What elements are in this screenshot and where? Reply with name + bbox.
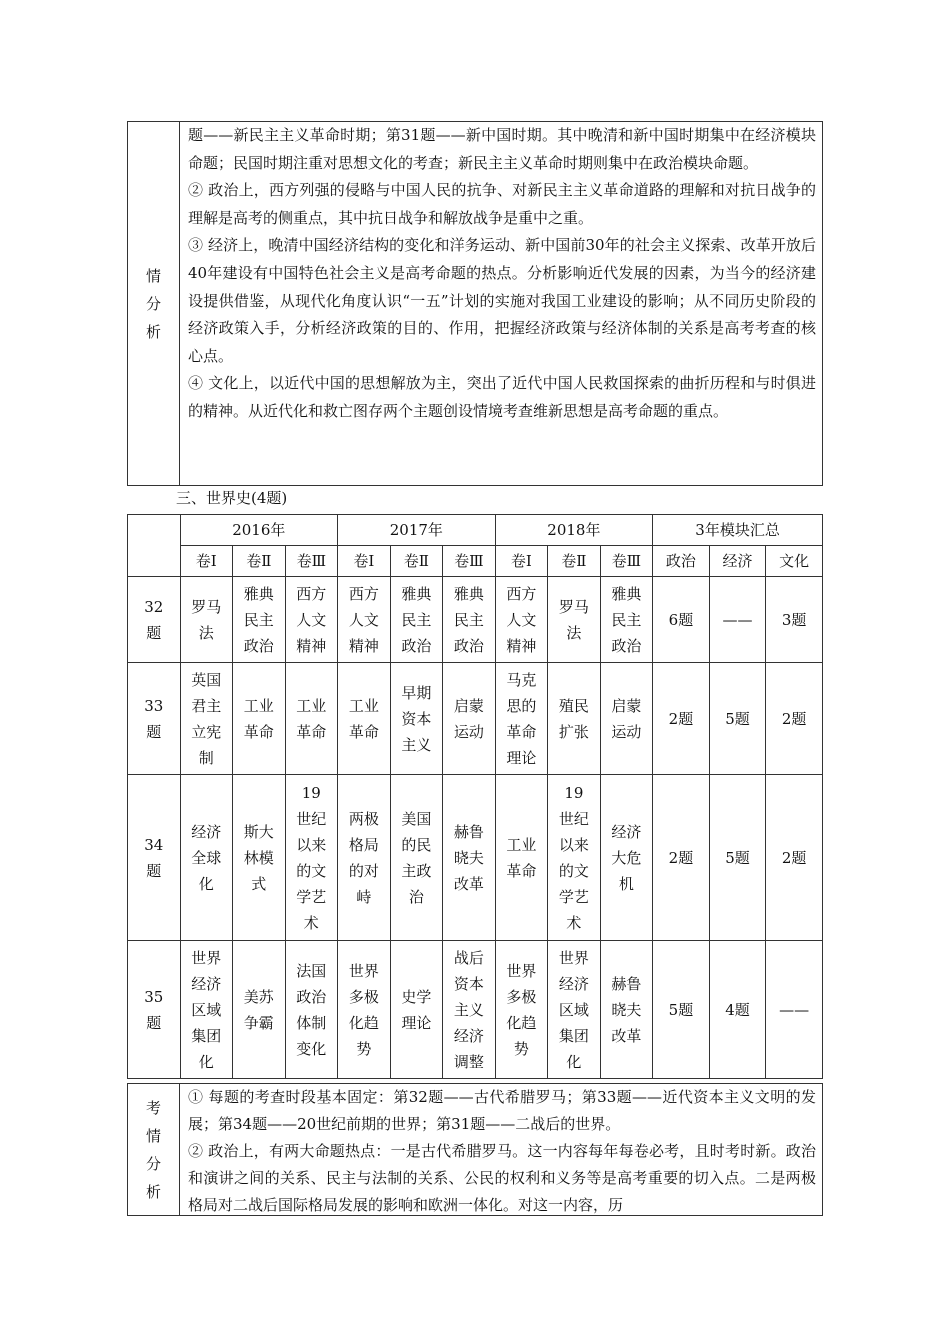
volume-header: 卷Ⅰ xyxy=(495,546,548,577)
topic-text-line: 理论 xyxy=(506,748,537,767)
volume-header: 卷Ⅲ xyxy=(285,546,338,577)
topic-cell xyxy=(390,941,443,1079)
topic-cell xyxy=(600,663,653,775)
topic-cell xyxy=(443,775,496,941)
topic-cell xyxy=(338,775,391,941)
topic-cell xyxy=(390,577,443,663)
topic-cell xyxy=(548,577,601,663)
topic-text xyxy=(601,581,653,659)
topic-text xyxy=(443,819,495,897)
row-label-part: 33 xyxy=(144,696,164,715)
topic-text-line: 民主 xyxy=(243,610,274,629)
table-row xyxy=(128,577,823,663)
summary-count: 5题 xyxy=(709,775,766,941)
topic-text xyxy=(391,984,443,1036)
topic-text xyxy=(181,945,233,1075)
row-label xyxy=(128,941,181,1079)
header-row-years xyxy=(128,515,823,546)
summary-count: 2题 xyxy=(653,775,710,941)
topic-text-line: 法国 xyxy=(296,961,327,980)
module-header: 经济 xyxy=(709,546,766,577)
topic-text-line: 人文 xyxy=(348,610,379,629)
analysis-paragraph: 题——新民主主义革命时期；第31题——新中国时期。其中晚清和新中国时期集中在经济模块命题；民国时期注重对思想文化的考查；新民主主义革命时期则集中在政治模块命题。 xyxy=(188,126,816,172)
topic-cell xyxy=(548,663,601,775)
topic-text xyxy=(391,680,443,758)
row-label-part: 35 xyxy=(144,987,164,1006)
topic-text xyxy=(496,832,548,884)
topic-cell xyxy=(390,663,443,775)
topic-text-line: 人文 xyxy=(506,610,537,629)
topic-text-line: 世纪 xyxy=(296,809,327,828)
corner-cell xyxy=(128,515,181,577)
topic-text-line: 集团 xyxy=(558,1026,589,1045)
topic-cell xyxy=(443,663,496,775)
topic-text-line: 的文 xyxy=(296,861,327,880)
volume-header: 卷Ⅰ xyxy=(338,546,391,577)
row-label xyxy=(128,577,181,663)
topic-text-line: 制 xyxy=(198,748,214,767)
topic-text-line: 体制 xyxy=(296,1013,327,1032)
topic-text xyxy=(233,693,285,745)
topic-cell xyxy=(338,577,391,663)
topic-text-line: 雅典 xyxy=(453,584,484,603)
row-label-part: 题 xyxy=(146,623,162,642)
topic-text-line: 运动 xyxy=(453,722,484,741)
row-label-part: 题 xyxy=(146,1013,162,1032)
topic-text xyxy=(443,693,495,745)
topic-text-line: 马克 xyxy=(506,670,537,689)
topic-text-line: 工业 xyxy=(296,696,327,715)
table-row xyxy=(128,775,823,941)
topic-text-line: 美国 xyxy=(401,809,432,828)
topic-text-line: 精神 xyxy=(296,636,327,655)
topic-text-line: 主义 xyxy=(401,735,432,754)
side-label-char: 析 xyxy=(145,1182,161,1201)
topic-text-line: 学艺 xyxy=(296,887,327,906)
topic-text-line: 政治 xyxy=(401,636,432,655)
topic-cell xyxy=(233,663,286,775)
topic-text-line: 峙 xyxy=(356,887,372,906)
table-row xyxy=(128,941,823,1079)
topic-cell xyxy=(443,577,496,663)
topic-text xyxy=(548,780,600,936)
volume-header: 卷Ⅱ xyxy=(233,546,286,577)
topic-text xyxy=(286,581,338,659)
topic-text-line: 的对 xyxy=(348,861,379,880)
topic-text-line: 启蒙 xyxy=(611,696,642,715)
summary-count: 2题 xyxy=(766,775,823,941)
topic-cell xyxy=(548,775,601,941)
summary-count: 3题 xyxy=(766,577,823,663)
topic-text-line: 晓夫 xyxy=(611,1000,642,1019)
topic-text-line: 化 xyxy=(198,1052,214,1071)
topic-text xyxy=(338,581,390,659)
topic-text-line: 资本 xyxy=(453,974,484,993)
topic-text-line: 多极 xyxy=(506,987,537,1006)
topic-text-line: 变化 xyxy=(296,1039,327,1058)
summary-count: 2题 xyxy=(766,663,823,775)
topic-text-line: 罗马 xyxy=(558,597,589,616)
topic-text-line: 经济 xyxy=(611,822,642,841)
topic-text-line: 罗马 xyxy=(191,597,222,616)
topic-text xyxy=(391,806,443,910)
top-analysis-table xyxy=(127,121,823,486)
topic-text-line: 林模 xyxy=(243,848,274,867)
topic-text-line: 工业 xyxy=(506,835,537,854)
topic-cell xyxy=(180,775,233,941)
topic-text xyxy=(443,581,495,659)
topic-text-line: 启蒙 xyxy=(453,696,484,715)
topic-text xyxy=(496,667,548,771)
topic-text-line: 学艺 xyxy=(558,887,589,906)
volume-header: 卷Ⅱ xyxy=(390,546,443,577)
top-analysis-content xyxy=(180,122,822,485)
topic-text-line: 美苏 xyxy=(243,987,274,1006)
analysis-paragraph: ② 政治上，有两大命题热点：一是古代希腊罗马。这一内容每年每卷必考，且时考时新。政治和演讲之间的关系、民主与法制的关系、公民的权利和义务等是高考重要的切入点。二是两极格局对二战后国际格局发展的影响和欧洲一体化。对这一内容，历 xyxy=(188,1142,816,1214)
topic-text xyxy=(548,945,600,1075)
summary-count: 5题 xyxy=(709,663,766,775)
topic-text-line: 势 xyxy=(356,1039,372,1058)
topic-text xyxy=(233,581,285,659)
topic-cell xyxy=(180,577,233,663)
topic-text xyxy=(338,693,390,745)
topic-text-line: 区域 xyxy=(191,1000,222,1019)
row-label-part: 题 xyxy=(146,722,162,741)
topic-text xyxy=(601,819,653,897)
summary-count: 6题 xyxy=(653,577,710,663)
topic-text-line: 雅典 xyxy=(243,584,274,603)
topic-text-line: 晓夫 xyxy=(453,848,484,867)
topic-text xyxy=(391,581,443,659)
topic-text-line: 扩张 xyxy=(558,722,589,741)
topic-text-line: 区域 xyxy=(558,1000,589,1019)
summary-count: 5题 xyxy=(653,941,710,1079)
topic-text xyxy=(233,819,285,897)
topic-text-line: 集团 xyxy=(191,1026,222,1045)
topic-text-line: 革命 xyxy=(243,722,274,741)
bottom-side-label xyxy=(128,1084,180,1215)
topic-cell xyxy=(495,663,548,775)
topic-text-line: 主政 xyxy=(401,861,432,880)
volume-header: 卷Ⅲ xyxy=(600,546,653,577)
topic-cell xyxy=(338,663,391,775)
topic-text-line: 19 xyxy=(301,783,321,802)
topic-text xyxy=(181,819,233,897)
topic-text-line: 赫鲁 xyxy=(611,974,642,993)
topic-text-line: 术 xyxy=(303,913,319,932)
topic-text-line: 西方 xyxy=(348,584,379,603)
year-header: 2017年 xyxy=(338,515,496,546)
topic-text-line: 英国 xyxy=(191,670,222,689)
topic-text-line: 人文 xyxy=(296,610,327,629)
topic-cell xyxy=(338,941,391,1079)
topic-text xyxy=(548,693,600,745)
topic-text-line: 民主 xyxy=(453,610,484,629)
summary-count: 2题 xyxy=(653,663,710,775)
topic-text-line: 式 xyxy=(251,874,267,893)
topic-text-line: 立宪 xyxy=(191,722,222,741)
analysis-paragraph: ④ 文化上，以近代中国的思想解放为主，突出了近代中国人民救国探索的曲折历程和与时俱进的精神。从近代化和救亡图存两个主题创设情境考查维新思想是高考命题的重点。 xyxy=(188,374,816,420)
topic-text-line: 雅典 xyxy=(611,584,642,603)
topic-text xyxy=(443,945,495,1075)
topic-text xyxy=(338,958,390,1062)
summary-count: —— xyxy=(766,941,823,1079)
topic-text-line: 早期 xyxy=(401,683,432,702)
topic-cell xyxy=(600,941,653,1079)
row-label-part: 题 xyxy=(146,861,162,880)
year-header: 2018年 xyxy=(495,515,653,546)
topic-text-line: 赫鲁 xyxy=(453,822,484,841)
topic-text-line: 经济 xyxy=(191,822,222,841)
analysis-paragraph: ② 政治上，西方列强的侵略与中国人民的抗争、对新民主主义革命道路的理解和对抗日战争的理解是高考的侧重点，其中抗日战争和解放战争是重中之重。 xyxy=(188,181,816,227)
table-row xyxy=(128,663,823,775)
summary-header: 3年模块汇总 xyxy=(653,515,823,546)
topic-text-line: 经济 xyxy=(558,974,589,993)
topic-text-line: 革命 xyxy=(506,861,537,880)
topic-text-line: 机 xyxy=(618,874,634,893)
topic-text-line: 雅典 xyxy=(401,584,432,603)
module-header: 文化 xyxy=(766,546,823,577)
topic-text-line: 两极 xyxy=(348,809,379,828)
topic-text-line: 革命 xyxy=(296,722,327,741)
topic-text xyxy=(181,667,233,771)
topic-text xyxy=(601,693,653,745)
topic-text-line: 史学 xyxy=(401,987,432,1006)
row-label-part: 34 xyxy=(144,835,164,854)
topic-text-line: 世界 xyxy=(191,948,222,967)
topic-text-line: 理论 xyxy=(401,1013,432,1032)
summary-count: 4题 xyxy=(709,941,766,1079)
topic-text-line: 战后 xyxy=(453,948,484,967)
topic-cell xyxy=(233,577,286,663)
topic-text xyxy=(496,958,548,1062)
row-label-text xyxy=(128,594,180,646)
topic-cell xyxy=(285,577,338,663)
topic-text-line: 化 xyxy=(566,1052,582,1071)
topic-text-line: 经济 xyxy=(453,1026,484,1045)
top-side-label xyxy=(128,122,180,485)
topic-text-line: 改革 xyxy=(611,1026,642,1045)
side-label-char: 情 xyxy=(145,266,161,285)
topic-text-line: 殖民 xyxy=(558,696,589,715)
topic-text xyxy=(286,780,338,936)
topic-text xyxy=(286,958,338,1062)
topic-text-line: 世界 xyxy=(506,961,537,980)
topic-text xyxy=(181,594,233,646)
analysis-paragraph: ① 每题的考查时段基本固定：第32题——古代希腊罗马；第33题——近代资本主义文明的发展；第34题——20世纪前期的世界；第31题——二战后的世界。 xyxy=(188,1088,816,1133)
topic-text-line: 以来 xyxy=(558,835,589,854)
topic-text-line: 西方 xyxy=(296,584,327,603)
topic-cell xyxy=(233,941,286,1079)
topic-text-line: 西方 xyxy=(506,584,537,603)
topic-text-line: 世界 xyxy=(558,948,589,967)
topic-text-line: 19 xyxy=(564,783,584,802)
top-side-vertical-text xyxy=(146,262,161,346)
topic-cell xyxy=(285,663,338,775)
analysis-paragraph: ③ 经济上，晚清中国经济结构的变化和洋务运动、新中国前30年的社会主义探索、改革开放后40年建设有中国特色社会主义是高考命题的热点。分析影响近代发展的因素，为当今的经济建设提供借鉴，从现代化角度认识“一五”计划的实施对我国工业建设的影响；从不同历史阶段的经济政策入手，分析经济政策的目的、作用，把握经济政策与经济体制的关系是高考考查的核心点。 xyxy=(188,236,816,365)
topic-text xyxy=(548,594,600,646)
topic-text-line: 民主 xyxy=(401,610,432,629)
topic-text xyxy=(601,971,653,1049)
row-label-text xyxy=(128,984,180,1036)
topic-text-line: 术 xyxy=(566,913,582,932)
topic-cell xyxy=(548,941,601,1079)
topic-text-line: 政治 xyxy=(296,987,327,1006)
section-title: 三、世界史(4题) xyxy=(176,489,288,507)
side-label-char: 情 xyxy=(145,1126,161,1145)
header-row-volumes xyxy=(128,546,823,577)
bottom-side-vertical-text xyxy=(146,1094,161,1206)
topic-text-line: 化 xyxy=(198,874,214,893)
volume-header: 卷Ⅰ xyxy=(180,546,233,577)
module-header: 政治 xyxy=(653,546,710,577)
topic-text xyxy=(338,806,390,910)
row-label-text xyxy=(128,693,180,745)
topic-text-line: 法 xyxy=(198,623,214,642)
row-label xyxy=(128,775,181,941)
bottom-analysis-content xyxy=(180,1084,822,1215)
topic-text-line: 精神 xyxy=(348,636,379,655)
topic-text xyxy=(496,581,548,659)
topic-cell xyxy=(390,775,443,941)
row-label-text xyxy=(128,832,180,884)
topic-text-line: 斯大 xyxy=(243,822,274,841)
topic-cell xyxy=(600,775,653,941)
side-label-char: 分 xyxy=(145,294,161,313)
volume-header: 卷Ⅱ xyxy=(548,546,601,577)
topic-cell xyxy=(600,577,653,663)
side-label-char: 分 xyxy=(145,1154,161,1173)
topic-text-line: 政治 xyxy=(243,636,274,655)
topic-cell xyxy=(495,577,548,663)
topic-text-line: 法 xyxy=(566,623,582,642)
topic-cell xyxy=(180,941,233,1079)
topic-text-line: 争霸 xyxy=(243,1013,274,1032)
volume-header: 卷Ⅲ xyxy=(443,546,496,577)
topic-text-line: 运动 xyxy=(611,722,642,741)
topic-text-line: 治 xyxy=(408,887,424,906)
topic-text-line: 世纪 xyxy=(558,809,589,828)
row-label xyxy=(128,663,181,775)
topic-text-line: 工业 xyxy=(348,696,379,715)
topic-text-line: 革命 xyxy=(506,722,537,741)
topic-cell xyxy=(443,941,496,1079)
topic-text-line: 君主 xyxy=(191,696,222,715)
topic-cell xyxy=(285,775,338,941)
topic-text-line: 格局 xyxy=(348,835,379,854)
side-label-char: 析 xyxy=(145,322,161,341)
row-label-part: 32 xyxy=(144,597,164,616)
topic-text-line: 思的 xyxy=(506,696,537,715)
topic-text-line: 政治 xyxy=(453,636,484,655)
topic-text-line: 改革 xyxy=(453,874,484,893)
topic-cell xyxy=(180,663,233,775)
topic-text-line: 的民 xyxy=(401,835,432,854)
topic-text-line: 民主 xyxy=(611,610,642,629)
topic-text-line: 多极 xyxy=(348,987,379,1006)
side-label-char: 考 xyxy=(145,1098,161,1117)
topic-text xyxy=(286,693,338,745)
summary-count: —— xyxy=(709,577,766,663)
topic-text-line: 调整 xyxy=(453,1052,484,1071)
topic-text-line: 经济 xyxy=(191,974,222,993)
topic-text-line: 势 xyxy=(513,1039,529,1058)
topic-text-line: 世界 xyxy=(348,961,379,980)
topic-cell xyxy=(285,941,338,1079)
topic-cell xyxy=(233,775,286,941)
topic-text-line: 工业 xyxy=(243,696,274,715)
topic-text-line: 大危 xyxy=(611,848,642,867)
topic-text-line: 以来 xyxy=(296,835,327,854)
topic-text-line: 化趋 xyxy=(348,1013,379,1032)
topic-text-line: 化趋 xyxy=(506,1013,537,1032)
topic-text xyxy=(233,984,285,1036)
topic-text-line: 政治 xyxy=(611,636,642,655)
topic-text-line: 主义 xyxy=(453,1000,484,1019)
topic-text-line: 全球 xyxy=(191,848,222,867)
topic-cell xyxy=(495,941,548,1079)
topic-text-line: 精神 xyxy=(506,636,537,655)
year-header: 2016年 xyxy=(180,515,338,546)
topic-text-line: 革命 xyxy=(348,722,379,741)
topic-text-line: 资本 xyxy=(401,709,432,728)
topic-text-line: 的文 xyxy=(558,861,589,880)
world-history-table xyxy=(127,514,823,1079)
bottom-analysis-table xyxy=(127,1083,823,1216)
topic-cell xyxy=(495,775,548,941)
